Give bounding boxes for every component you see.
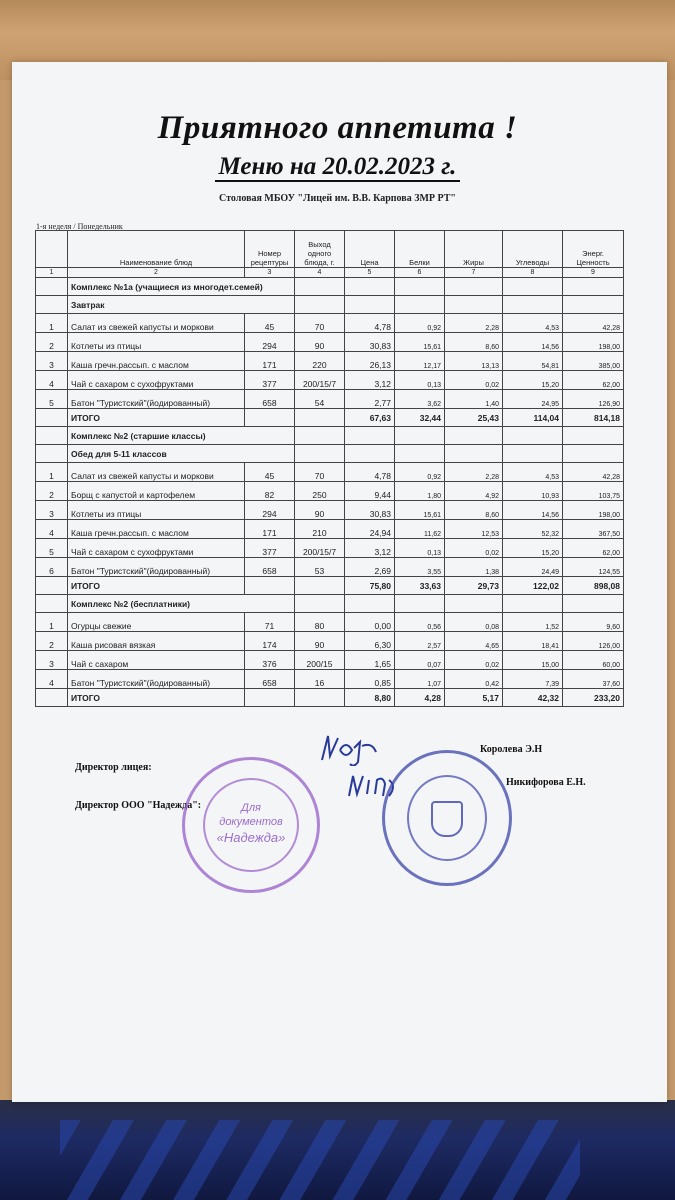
portion-weight: 250 (295, 482, 345, 501)
dish-name: Котлеты из птицы (68, 501, 245, 520)
empty-cell (395, 595, 445, 613)
col-header-carbs: Углеводы (503, 231, 563, 268)
empty-cell (295, 427, 345, 445)
total-label: ИТОГО (68, 689, 245, 707)
dish-name: Каша гречн.рассып. с маслом (68, 352, 245, 371)
row-number: 1 (36, 463, 68, 482)
portion-weight: 90 (295, 333, 345, 352)
portion-weight: 200/15/7 (295, 539, 345, 558)
dish-name: Батон "Туристский"(йодированный) (68, 558, 245, 577)
page-title: Приятного аппетита ! (157, 110, 518, 146)
row-number: 2 (36, 482, 68, 501)
total-carbs: 122,02 (503, 577, 563, 595)
dish-name: Батон "Туристский"(йодированный) (68, 670, 245, 689)
price: 9,44 (345, 482, 395, 501)
energy: 103,75 (563, 482, 624, 501)
row-number: 2 (36, 632, 68, 651)
recipe-number: 658 (245, 390, 295, 409)
col-header-energy: Энерг. Ценность (563, 231, 624, 268)
col-header-protein: Белки (395, 231, 445, 268)
table-row (36, 352, 624, 371)
recipe-number: 658 (245, 670, 295, 689)
portion-weight: 200/15 (295, 651, 345, 670)
row-number: 6 (36, 558, 68, 577)
empty-cell (36, 278, 68, 296)
fat: 0,02 (445, 539, 503, 558)
fat: 2,28 (445, 314, 503, 333)
empty-cell (295, 595, 345, 613)
table-header-row (36, 231, 624, 268)
fat: 0,08 (445, 613, 503, 632)
fat: 4,92 (445, 482, 503, 501)
empty-cell (503, 595, 563, 613)
index-cell: 3 (245, 268, 295, 278)
meal-header-lunch (36, 445, 624, 463)
index-cell: 7 (445, 268, 503, 278)
table-row (36, 520, 624, 539)
column-index-row (36, 268, 624, 278)
table-row (36, 482, 624, 501)
total-row (36, 409, 624, 427)
fat: 0,42 (445, 670, 503, 689)
school-stamp (382, 750, 512, 886)
empty-cell (245, 409, 295, 427)
protein: 0,92 (395, 314, 445, 333)
carbs: 15,20 (503, 539, 563, 558)
empty-cell (295, 296, 345, 314)
empty-cell (563, 427, 624, 445)
portion-weight: 200/15/7 (295, 371, 345, 390)
carbs: 18,41 (503, 632, 563, 651)
empty-cell (245, 577, 295, 595)
empty-cell (295, 409, 345, 427)
row-number: 1 (36, 613, 68, 632)
row-number: 4 (36, 371, 68, 390)
fat: 13,13 (445, 352, 503, 371)
energy: 42,28 (563, 314, 624, 333)
section-header-free-meals (36, 595, 624, 613)
protein: 0,92 (395, 463, 445, 482)
carbs: 24,49 (503, 558, 563, 577)
energy: 367,50 (563, 520, 624, 539)
total-energy: 898,08 (563, 577, 624, 595)
empty-cell (395, 296, 445, 314)
index-cell: 1 (36, 268, 68, 278)
recipe-number: 171 (245, 352, 295, 371)
total-row (36, 689, 624, 707)
dish-name: Чай с сахаром с сухофруктами (68, 371, 245, 390)
recipe-number: 377 (245, 371, 295, 390)
total-price: 75,80 (345, 577, 395, 595)
empty-cell (503, 445, 563, 463)
energy: 62,00 (563, 371, 624, 390)
protein: 15,61 (395, 501, 445, 520)
dish-name: Чай с сахаром с сухофруктами (68, 539, 245, 558)
empty-cell (445, 445, 503, 463)
col-header-recipe: Номер рецептуры (245, 231, 295, 268)
price: 30,83 (345, 501, 395, 520)
index-cell: 9 (563, 268, 624, 278)
price: 2,69 (345, 558, 395, 577)
col-header-fat: Жиры (445, 231, 503, 268)
portion-weight: 220 (295, 352, 345, 371)
fat: 1,38 (445, 558, 503, 577)
row-number: 5 (36, 539, 68, 558)
fat: 0,02 (445, 371, 503, 390)
empty-cell (295, 577, 345, 595)
empty-cell (445, 296, 503, 314)
menu-date-heading (0, 153, 675, 181)
energy: 126,00 (563, 632, 624, 651)
fabric-background (0, 1100, 675, 1200)
empty-cell (36, 445, 68, 463)
protein: 2,57 (395, 632, 445, 651)
total-energy: 233,20 (563, 689, 624, 707)
empty-cell (36, 409, 68, 427)
recipe-number: 376 (245, 651, 295, 670)
empty-cell (345, 296, 395, 314)
portion-weight: 80 (295, 613, 345, 632)
empty-cell (345, 278, 395, 296)
recipe-number: 377 (245, 539, 295, 558)
col-header-number (36, 231, 68, 268)
empty-cell (445, 278, 503, 296)
index-cell: 8 (503, 268, 563, 278)
empty-cell (395, 278, 445, 296)
ooo-director-name: Никифорова Е.Н. (506, 777, 586, 788)
menu-table (35, 230, 624, 707)
price: 1,65 (345, 651, 395, 670)
empty-cell (503, 278, 563, 296)
dish-name: Чай с сахаром (68, 651, 245, 670)
carbs: 54,81 (503, 352, 563, 371)
index-cell: 4 (295, 268, 345, 278)
section-header-complex-1a (36, 278, 624, 296)
empty-cell (503, 296, 563, 314)
empty-cell (345, 445, 395, 463)
portion-weight: 70 (295, 314, 345, 333)
table-row (36, 314, 624, 333)
stamp-text-line1: Для (241, 802, 261, 814)
empty-cell (295, 445, 345, 463)
dish-name: Котлеты из птицы (68, 333, 245, 352)
total-carbs: 114,04 (503, 409, 563, 427)
dish-name: Огурцы свежие (68, 613, 245, 632)
carbs: 15,00 (503, 651, 563, 670)
section-header-complex-2 (36, 427, 624, 445)
row-number: 4 (36, 520, 68, 539)
table-row (36, 390, 624, 409)
empty-cell (36, 595, 68, 613)
carbs: 14,56 (503, 501, 563, 520)
fat: 8,60 (445, 333, 503, 352)
portion-weight: 210 (295, 520, 345, 539)
empty-cell (295, 278, 345, 296)
week-day-label: 1-я неделя / Понедельник (36, 222, 123, 231)
carbs: 24,95 (503, 390, 563, 409)
total-price: 8,80 (345, 689, 395, 707)
energy: 42,28 (563, 463, 624, 482)
director-label: Директор лицея: (75, 762, 152, 773)
dish-name: Каша гречн.рассып. с маслом (68, 520, 245, 539)
price: 0,85 (345, 670, 395, 689)
recipe-number: 658 (245, 558, 295, 577)
director-name: Королева Э.Н (480, 744, 543, 755)
school-canteen-name: Столовая МБОУ "Лицей им. В.В. Карпова ЗМР РТ" (219, 193, 456, 204)
col-header-portion: Выход одного блюда, г. (295, 231, 345, 268)
dish-name: Салат из свежей капусты и моркови (68, 314, 245, 333)
signature-scribble-1 (318, 730, 384, 766)
total-label: ИТОГО (68, 577, 245, 595)
recipe-number: 45 (245, 463, 295, 482)
ooo-director-label: Директор ООО "Надежда": (75, 800, 202, 811)
recipe-number: 82 (245, 482, 295, 501)
empty-cell (36, 577, 68, 595)
empty-cell (563, 278, 624, 296)
energy: 198,00 (563, 501, 624, 520)
menu-date-text: Меню на 20.02.2023 г. (215, 153, 461, 182)
carbs: 14,56 (503, 333, 563, 352)
stamp-text-line3: «Надежда» (216, 830, 286, 845)
row-number: 3 (36, 352, 68, 371)
energy: 124,55 (563, 558, 624, 577)
row-number: 5 (36, 390, 68, 409)
empty-cell (395, 427, 445, 445)
total-label: ИТОГО (68, 409, 245, 427)
total-fat: 25,43 (445, 409, 503, 427)
empty-cell (295, 689, 345, 707)
energy: 385,00 (563, 352, 624, 371)
total-fat: 5,17 (445, 689, 503, 707)
price: 4,78 (345, 314, 395, 333)
table-row (36, 501, 624, 520)
row-number: 3 (36, 501, 68, 520)
carbs: 4,53 (503, 463, 563, 482)
recipe-number: 294 (245, 333, 295, 352)
protein: 12,17 (395, 352, 445, 371)
protein: 0,13 (395, 539, 445, 558)
energy: 198,00 (563, 333, 624, 352)
empty-cell (445, 427, 503, 445)
table-row (36, 613, 624, 632)
index-cell: 2 (68, 268, 245, 278)
protein: 11,62 (395, 520, 445, 539)
col-header-dish: Наименование блюд (68, 231, 245, 268)
col-header-price: Цена (345, 231, 395, 268)
total-energy: 814,18 (563, 409, 624, 427)
protein: 3,62 (395, 390, 445, 409)
price: 4,78 (345, 463, 395, 482)
carbs: 15,20 (503, 371, 563, 390)
dish-name: Батон "Туристский"(йодированный) (68, 390, 245, 409)
price: 3,12 (345, 539, 395, 558)
price: 0,00 (345, 613, 395, 632)
empty-cell (345, 427, 395, 445)
recipe-number: 174 (245, 632, 295, 651)
protein: 0,56 (395, 613, 445, 632)
table-row (36, 558, 624, 577)
energy: 37,60 (563, 670, 624, 689)
portion-weight: 53 (295, 558, 345, 577)
carbs: 4,53 (503, 314, 563, 333)
total-row (36, 577, 624, 595)
price: 6,30 (345, 632, 395, 651)
empty-cell (563, 595, 624, 613)
empty-cell (245, 689, 295, 707)
price: 24,94 (345, 520, 395, 539)
energy: 126,90 (563, 390, 624, 409)
table-row (36, 333, 624, 352)
price: 2,77 (345, 390, 395, 409)
section-title: Комплекс №1а (учащиеся из многодет.семей) (68, 278, 295, 296)
protein: 1,80 (395, 482, 445, 501)
energy: 60,00 (563, 651, 624, 670)
table-row (36, 632, 624, 651)
fat: 0,02 (445, 651, 503, 670)
recipe-number: 294 (245, 501, 295, 520)
row-number: 2 (36, 333, 68, 352)
table-row (36, 463, 624, 482)
empty-cell (563, 296, 624, 314)
protein: 0,07 (395, 651, 445, 670)
dish-name: Салат из свежей капусты и моркови (68, 463, 245, 482)
dish-name: Борщ с капустой и картофелем (68, 482, 245, 501)
energy: 9,60 (563, 613, 624, 632)
section-title: Комплекс №2 (бесплатники) (68, 595, 295, 613)
carbs: 52,32 (503, 520, 563, 539)
empty-cell (445, 595, 503, 613)
empty-cell (503, 427, 563, 445)
stamp-text-line2: документов (219, 816, 283, 828)
table-row (36, 371, 624, 390)
section-title: Обед для 5-11 классов (68, 445, 295, 463)
protein: 1,07 (395, 670, 445, 689)
stamp-emblem-icon (431, 801, 463, 837)
meal-header-breakfast (36, 296, 624, 314)
portion-weight: 54 (295, 390, 345, 409)
fat: 2,28 (445, 463, 503, 482)
carbs: 7,39 (503, 670, 563, 689)
total-fat: 29,73 (445, 577, 503, 595)
price: 26,13 (345, 352, 395, 371)
total-protein: 33,63 (395, 577, 445, 595)
company-stamp-nadezhda (182, 757, 320, 893)
index-cell: 5 (345, 268, 395, 278)
dish-name: Каша рисовая вязкая (68, 632, 245, 651)
portion-weight: 16 (295, 670, 345, 689)
total-price: 67,63 (345, 409, 395, 427)
total-carbs: 42,32 (503, 689, 563, 707)
portion-weight: 90 (295, 632, 345, 651)
row-number: 3 (36, 651, 68, 670)
empty-cell (563, 445, 624, 463)
section-title: Комплекс №2 (старшие классы) (68, 427, 295, 445)
energy: 62,00 (563, 539, 624, 558)
index-cell: 6 (395, 268, 445, 278)
director-signature (318, 730, 384, 774)
carbs: 10,93 (503, 482, 563, 501)
empty-cell (36, 296, 68, 314)
fat: 4,65 (445, 632, 503, 651)
table-row (36, 670, 624, 689)
recipe-number: 171 (245, 520, 295, 539)
protein: 0,13 (395, 371, 445, 390)
carbs: 1,52 (503, 613, 563, 632)
portion-weight: 90 (295, 501, 345, 520)
row-number: 4 (36, 670, 68, 689)
protein: 15,61 (395, 333, 445, 352)
table-row (36, 651, 624, 670)
protein: 3,55 (395, 558, 445, 577)
empty-cell (345, 595, 395, 613)
fat: 1,40 (445, 390, 503, 409)
row-number: 1 (36, 314, 68, 333)
recipe-number: 71 (245, 613, 295, 632)
total-protein: 32,44 (395, 409, 445, 427)
table-row (36, 539, 624, 558)
portion-weight: 70 (295, 463, 345, 482)
section-title: Завтрак (68, 296, 295, 314)
empty-cell (36, 427, 68, 445)
price: 30,83 (345, 333, 395, 352)
price: 3,12 (345, 371, 395, 390)
fat: 8,60 (445, 501, 503, 520)
recipe-number: 45 (245, 314, 295, 333)
empty-cell (36, 689, 68, 707)
fat: 12,53 (445, 520, 503, 539)
empty-cell (395, 445, 445, 463)
total-protein: 4,28 (395, 689, 445, 707)
